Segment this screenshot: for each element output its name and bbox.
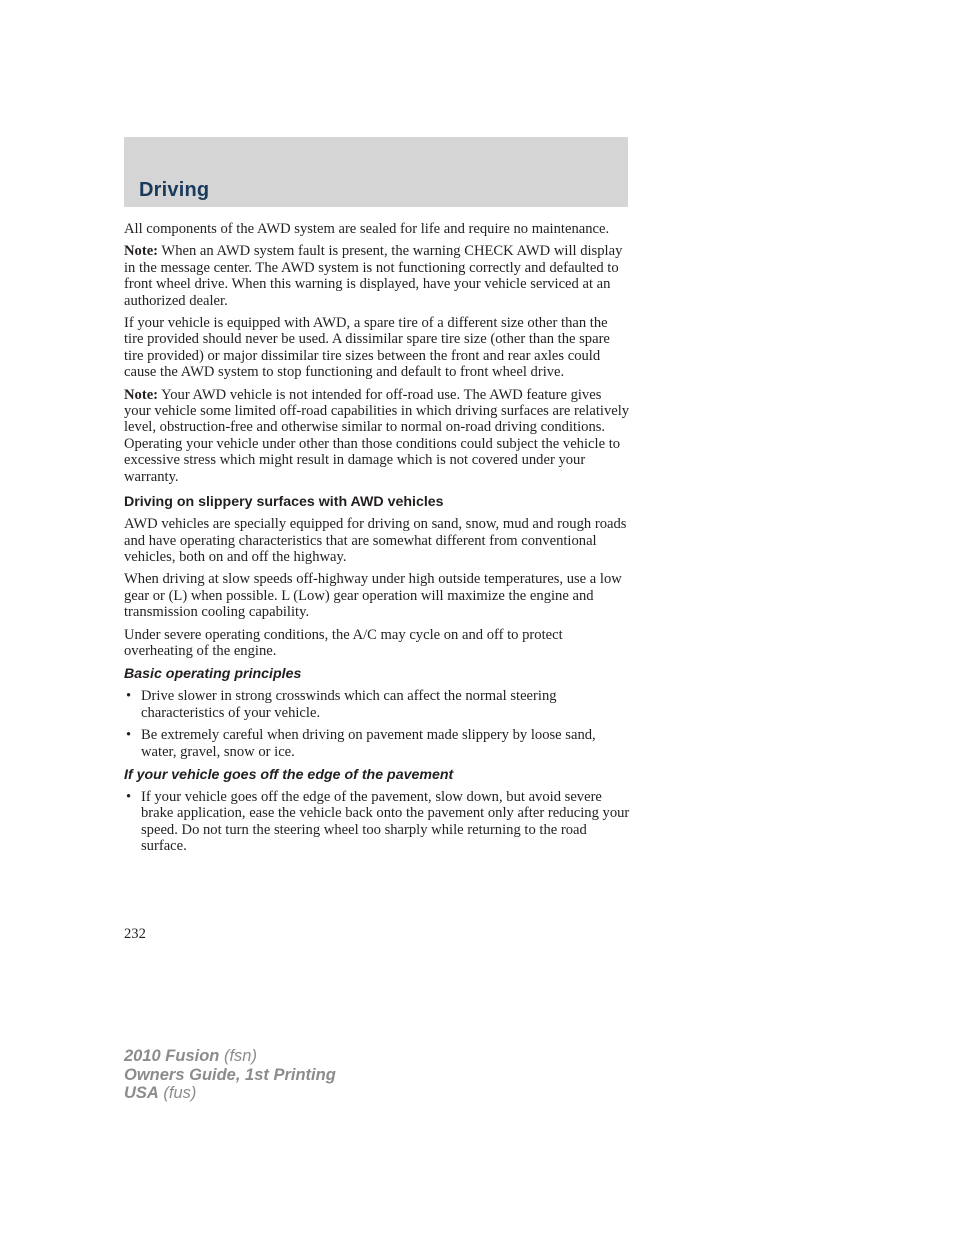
bullet-list-pavement bbox=[124, 789, 630, 855]
section-header-band bbox=[124, 137, 628, 207]
paragraph-special-equipment: AWD vehicles are specially equipped for driving on sand, snow, mud and rough roads and have operating characteristics that are somewhat different from conventional vehicles, both on and off the highway. bbox=[124, 516, 627, 565]
section-title: Driving bbox=[139, 179, 210, 201]
list-item bbox=[124, 789, 630, 855]
list-item bbox=[124, 727, 630, 760]
footer-line-model bbox=[124, 1047, 336, 1066]
note-label: Note: bbox=[124, 243, 159, 260]
list-item bbox=[124, 688, 630, 721]
footer-model-name: 2010 Fusion bbox=[124, 1047, 220, 1065]
bullet-icon: • bbox=[126, 688, 132, 705]
bullet-icon: • bbox=[126, 727, 132, 744]
footer-market-code: (fus) bbox=[158, 1084, 197, 1102]
footer-guide-name: Owners Guide, 1st Printing bbox=[124, 1065, 336, 1084]
bullet-list-basic bbox=[124, 688, 630, 760]
note-text: Your AWD vehicle is not intended for off-road use. The AWD feature gives your vehicle some limited off-road capabilities in which driving surfaces are relatively level, obstruction-free and otherwise similar to normal on-road driving conditions. Operating your vehicle under other than those conditions could subject the vehicle to excessive stress which might result in damage which is not covered under your warranty. bbox=[124, 386, 630, 485]
page-number: 232 bbox=[124, 926, 146, 942]
list-item-text: Be extremely careful when driving on pavement made slippery by loose sand, water, gravel, snow or ice. bbox=[141, 727, 596, 760]
paragraph-low-gear: When driving at slow speeds off-highway under high outside temperatures, use a low gear or (L) when possible. L (Low) gear operation will maximize the engine and transmission cooling capability. bbox=[124, 571, 622, 621]
note-awd-fault bbox=[124, 243, 630, 309]
bullet-icon: • bbox=[126, 788, 132, 805]
footer-market-name: USA bbox=[124, 1084, 159, 1102]
paragraph-spare-tire: If your vehicle is equipped with AWD, a spare tire of a different size other than the tire provided should never be used. A dissimilar spare tire size (other than the spare tire provided) or major dissimilar tire sizes between the front and rear axles could cause the AWD system to stop functioning and default to front wheel drive. bbox=[124, 315, 610, 381]
footer-model-code: (fsn) bbox=[219, 1047, 257, 1065]
paragraph-maintenance: All components of the AWD system are sealed for life and require no maintenance. bbox=[124, 221, 610, 237]
note-label: Note: bbox=[124, 386, 159, 403]
section-heading-slippery: Driving on slippery surfaces with AWD vehicles bbox=[124, 494, 444, 511]
subheading-basic-principles: Basic operating principles bbox=[124, 666, 302, 683]
footer-line-guide bbox=[124, 1066, 336, 1085]
note-off-road bbox=[124, 387, 630, 485]
note-text: When an AWD system fault is present, the warning CHECK AWD will display in the message center. The AWD system is not functioning correctly and defaulted to front wheel drive. When this warning is displayed, have your vehicle serviced at an authorized dealer. bbox=[124, 243, 623, 309]
list-item-text: Drive slower in strong crosswinds which can affect the normal steering characteristics of your vehicle. bbox=[141, 688, 557, 721]
paragraph-ac-cycle: Under severe operating conditions, the A/C may cycle on and off to protect overheating of the engine. bbox=[124, 626, 563, 659]
print-footer bbox=[124, 1047, 336, 1103]
footer-line-market bbox=[124, 1084, 336, 1103]
list-item-text: If your vehicle goes off the edge of the pavement, slow down, but avoid severe brake application, ease the vehicle back onto the pavement only after reducing your speed. Do not turn the steering wheel too sharply while returning to the road surface. bbox=[141, 788, 630, 855]
page-content bbox=[124, 221, 630, 861]
subheading-off-pavement: If your vehicle goes off the edge of the pavement bbox=[124, 766, 454, 783]
